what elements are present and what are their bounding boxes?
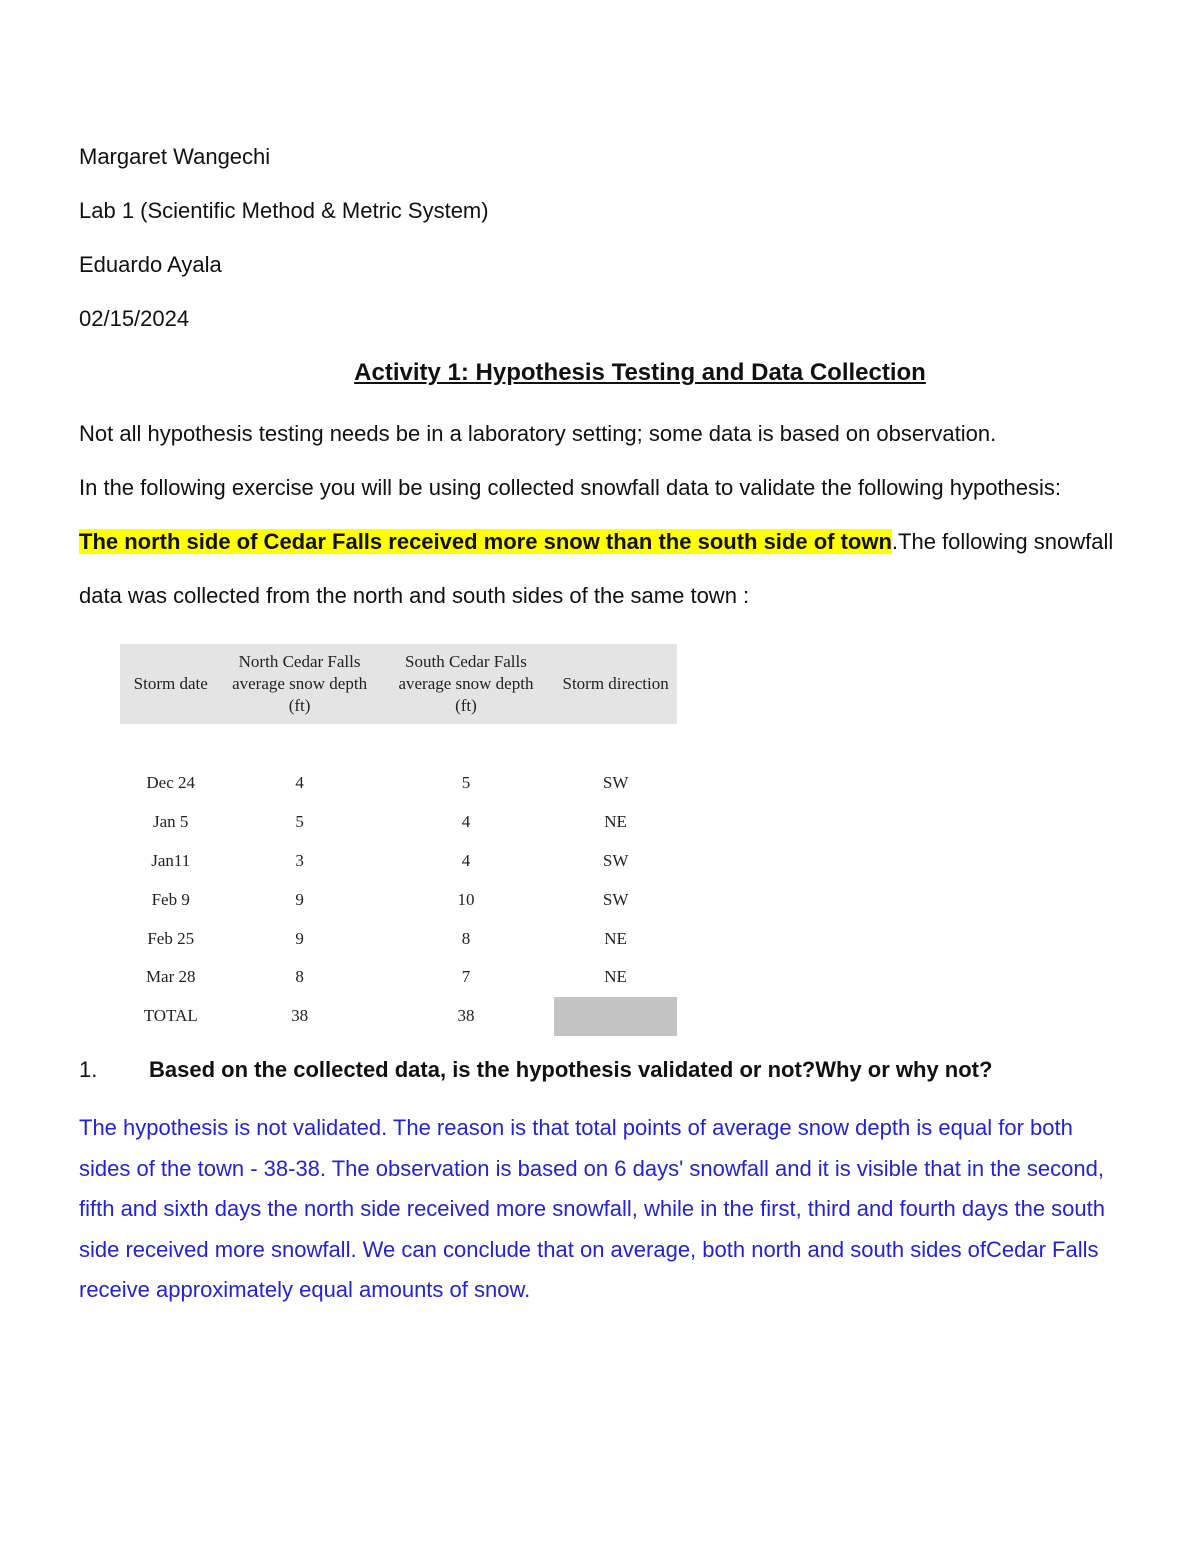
cell-direction: NE <box>604 928 627 948</box>
snowfall-table <box>120 644 677 1036</box>
cell-south: 10 <box>457 889 475 909</box>
header-storm-date: Storm date <box>120 644 221 724</box>
cell-direction: NE <box>604 967 627 987</box>
cell-south: 7 <box>461 967 471 987</box>
cell-south: 4 <box>461 850 471 870</box>
answer-line: sides of the town - 38-38. The observation is based on 6 days' snowfall and it is visible that in the second, <box>79 1155 1104 1181</box>
header-south-line1: South Cedar Falls <box>405 652 527 671</box>
lab-title: Lab 1 (Scientific Method & Metric System) <box>79 198 489 223</box>
table-header-row <box>120 644 677 724</box>
cell-date: Feb 9 <box>151 889 190 909</box>
answer-line: fifth and sixth days the north side received more snowfall, while in the first, third and fourth days the south <box>79 1196 1105 1222</box>
header-north-line2: average snow depth <box>232 674 368 693</box>
answer-line: side received more snowfall. We can conclude that on average, both north and south sides ofCedar Falls <box>79 1236 1099 1262</box>
hypothesis-tail: .The following snowfall <box>891 529 1114 554</box>
activity-title: Activity 1: Hypothesis Testing and Data Collection <box>354 359 926 386</box>
answer-line: The hypothesis is not validated. The reason is that total points of average snow depth is equal for both <box>79 1115 1073 1140</box>
header-south-line2: average snow depth <box>398 674 534 693</box>
document-date: 02/15/2024 <box>79 306 190 331</box>
intro-paragraph-3: data was collected from the north and south sides of the same town : <box>79 583 750 608</box>
question-number: 1. <box>79 1057 98 1082</box>
table-row <box>120 764 677 803</box>
question-text: Based on the collected data, is the hypothesis validated or not?Why or why not? <box>149 1057 993 1082</box>
table-row <box>120 842 677 881</box>
cell-direction: SW <box>602 773 629 793</box>
table-row <box>120 803 677 842</box>
instructor-name: Eduardo Ayala <box>79 252 222 277</box>
header-south-line3: (ft) <box>455 696 477 715</box>
cell-south: 4 <box>461 812 471 832</box>
hypothesis-highlight: The north side of Cedar Falls received more snow than the south side of town <box>79 529 892 554</box>
table-row <box>120 880 677 919</box>
table-total-row <box>120 997 677 1036</box>
cell-date: Mar 28 <box>145 967 196 987</box>
cell-north: 3 <box>295 850 304 870</box>
student-name: Margaret Wangechi <box>79 144 271 169</box>
cell-date: Jan11 <box>151 850 191 870</box>
intro-paragraph-2: In the following exercise you will be using collected snowfall data to validate the following hypothesis: <box>79 475 1062 500</box>
cell-north: 5 <box>295 812 304 832</box>
cell-total-north: 38 <box>291 1006 309 1026</box>
cell-north: 9 <box>295 928 304 948</box>
cell-north: 9 <box>295 889 304 909</box>
cell-north: 8 <box>295 967 304 987</box>
cell-north: 4 <box>295 773 304 793</box>
cell-direction: NE <box>604 812 627 832</box>
answer-paragraph <box>79 1108 1194 1311</box>
table-row <box>120 958 677 997</box>
cell-total-south: 38 <box>457 1006 475 1026</box>
cell-date: Feb 25 <box>147 928 195 948</box>
answer-line: receive approximately equal amounts of snow. <box>79 1277 531 1303</box>
header-south <box>378 644 555 724</box>
header-north <box>221 644 377 724</box>
cell-direction: SW <box>602 889 629 909</box>
cell-direction: SW <box>602 850 629 870</box>
cell-south: 5 <box>461 773 471 793</box>
cell-date: Jan 5 <box>153 812 189 832</box>
header-north-line1: North Cedar Falls <box>238 652 361 671</box>
header-north-line3: (ft) <box>288 696 311 715</box>
cell-total-label: TOTAL <box>143 1006 198 1026</box>
intro-paragraph-1: Not all hypothesis testing needs be in a laboratory setting; some data is based on observation. <box>79 421 997 446</box>
hypothesis-line <box>79 528 1113 556</box>
cell-south: 8 <box>461 928 471 948</box>
header-direction: Storm direction <box>554 644 677 724</box>
cell-total-blank <box>554 997 677 1036</box>
table-row <box>120 919 677 958</box>
cell-date: Dec 24 <box>146 773 196 793</box>
